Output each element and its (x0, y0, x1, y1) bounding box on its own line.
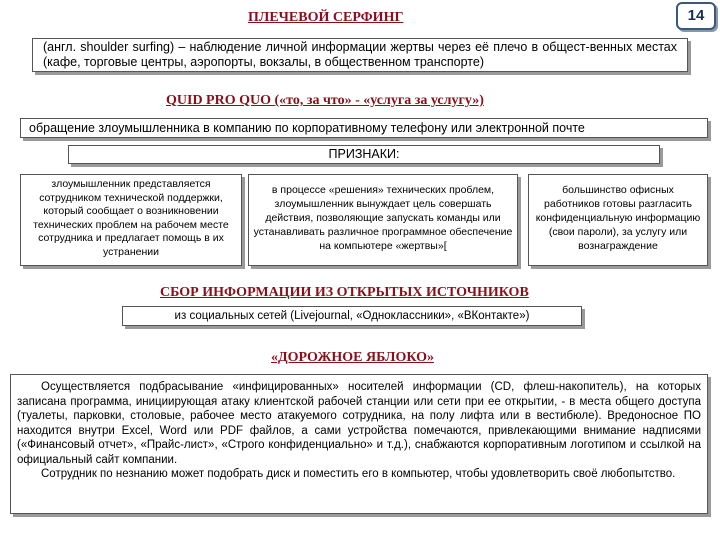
shoulder-surfing-text: (англ. shoulder surfing) – наблюдение личной информации жертвы через её плечо в общест-венных местах (кафе, торговые центры, аэропорты, вокзалы, в общественном транспорте) (43, 40, 677, 69)
quid-pro-quo-title: QUID PRO QUO («то, за что» - «услуга за услугу») (166, 93, 484, 108)
page-number: 14 (687, 7, 705, 24)
page-number-badge (676, 2, 716, 30)
sign-card-3 (528, 174, 708, 266)
shoulder-surfing-definition (32, 38, 688, 72)
osint-definition (122, 306, 582, 326)
road-apple-paragraph-1: Осуществляется подбрасывание «инфицированных» носителей информации (CD, флеш-накопитель), на которых записана программа, инициирующая атаку клиентской рабочей станции или сети при ее открытии, - в места общего доступа (туалеты, парковки, столовые, рабочее место атакуемого сотрудника, на полу лифта или в вестибюле). Вредоносное ПО находится внутри Excel, Word или PDF файлов, а сами устройства помечаются, привлекающими внимание надписями («Финансовый отчет», «Прайс-лист», «Строго конфиденциально» и т.д.), снабжаются корпоративным логотипом и ссылкой на официальный сайт компании. (17, 381, 701, 466)
osint-title: СБОР ИНФОРМАЦИИ ИЗ ОТКРЫТЫХ ИСТОЧНИКОВ (160, 285, 529, 300)
quid-pro-quo-text: обращение злоумышленника в компанию по корпоративному телефону или электронной почте (29, 121, 585, 135)
road-apple-description (10, 374, 708, 514)
road-apple-title: «ДОРОЖНОЕ ЯБЛОКО» (271, 350, 435, 365)
osint-text: из социальных сетей (Livejournal, «Одноклассники», «ВКонтакте») (174, 310, 530, 322)
shoulder-surfing-title: ПЛЕЧЕВОЙ СЕРФИНГ (248, 10, 404, 25)
signs-label-box (68, 145, 660, 164)
quid-pro-quo-definition (20, 118, 708, 138)
signs-label: ПРИЗНАКИ: (328, 147, 400, 161)
road-apple-paragraph-2: Сотрудник по незнанию может подобрать диск и поместить его в компьютер, чтобы удовлетворить своё любопытство. (41, 468, 676, 480)
sign-card-3-text: большинство офисных работников готовы разгласить конфиденциальную информацию (свои пароли), за услугу или вознаграждение (535, 184, 701, 252)
sign-card-2 (248, 174, 518, 266)
sign-card-1-text: злоумышленник представляется сотрудником технической поддержки, который сообщает о возникновении технических проблем на рабочем месте сотрудника и предлагает помощь в их устранении (33, 178, 229, 258)
sign-card-1 (20, 174, 242, 266)
sign-card-2-text: в процессе «решения» технических проблем, злоумышленник вынуждает цель совершать действия, позволяющие запускать команды или устанавливать различное программное обеспечение на компьютере «жертвы»[ (253, 184, 513, 252)
